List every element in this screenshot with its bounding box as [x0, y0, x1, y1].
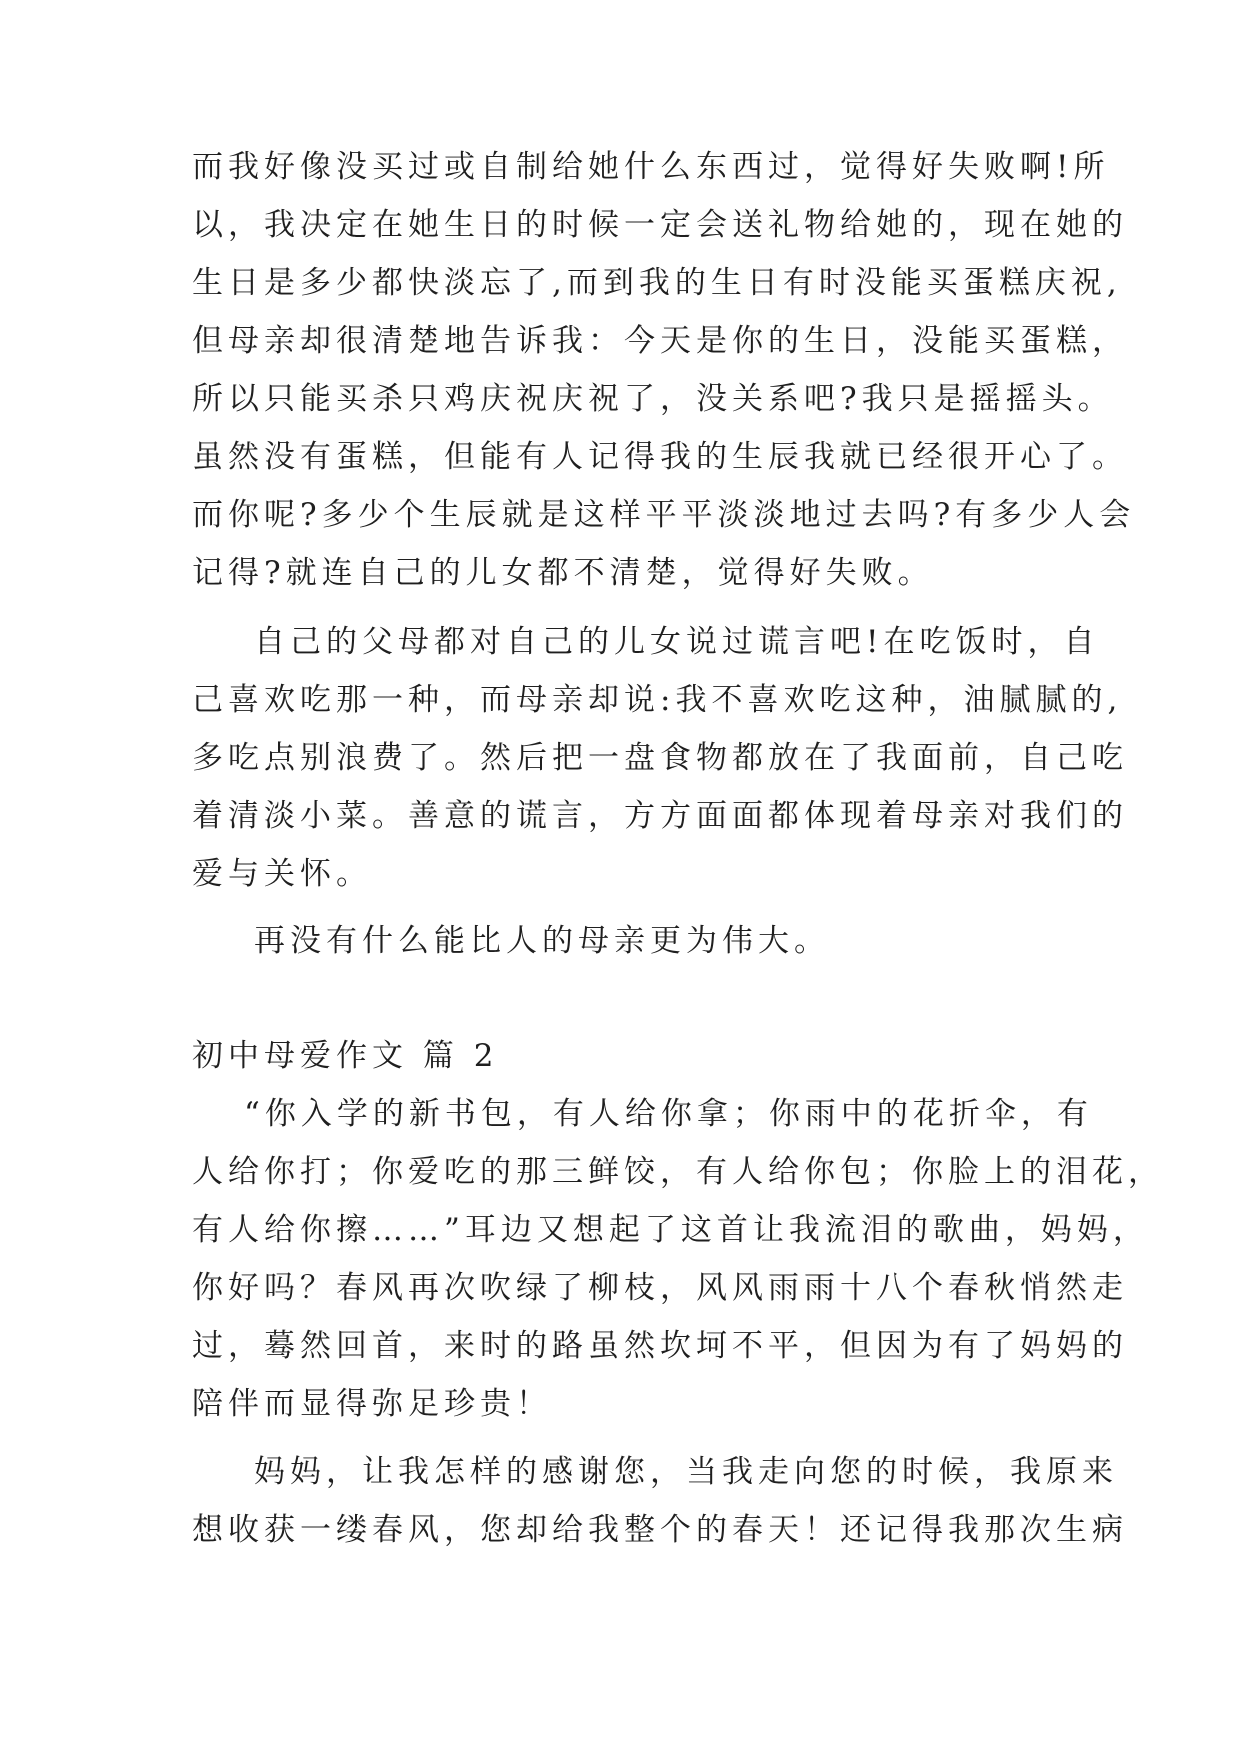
paragraph-line: 虽然没有蛋糕，但能有人记得我的生辰我就已经很开心了。 [192, 439, 1128, 475]
paragraph-line: 自己的父母都对自己的儿女说过谎言吧!在吃饭时，自 [254, 624, 1100, 660]
paragraph-line: 过，蓦然回首，来时的路虽然坎坷不平，但因为有了妈妈的 [192, 1328, 1128, 1364]
paragraph-line: 所以只能买杀只鸡庆祝庆祝了，没关系吧?我只是摇摇头。 [192, 381, 1114, 417]
paragraph-line: 记得?就连自己的儿女都不清楚，觉得好失败。 [192, 555, 934, 591]
paragraph-line: 有人给你擦……”耳边又想起了这首让我流泪的歌曲，妈妈， [192, 1212, 1149, 1248]
paragraph-line: 爱与关怀。 [192, 856, 372, 892]
paragraph-line: 想收获一缕春风，您却给我整个的春天！还记得我那次生病 [192, 1512, 1128, 1548]
paragraph-line: 而你呢?多少个生辰就是这样平平淡淡地过去吗?有多少人会 [192, 497, 1136, 533]
paragraph-line: 再没有什么能比人的母亲更为伟大。 [254, 923, 830, 959]
paragraph-line: 妈妈，让我怎样的感谢您，当我走向您的时候，我原来 [254, 1454, 1118, 1490]
paragraph-line: 人给你打；你爱吃的那三鲜饺，有人给你包；你脸上的泪花， [192, 1154, 1164, 1190]
section-heading: 初中母爱作文 篇 2 [192, 1038, 499, 1074]
paragraph-line: 以，我决定在她生日的时候一定会送礼物给她的，现在她的 [192, 207, 1128, 243]
paragraph-line: 陪伴而显得弥足珍贵！ [192, 1386, 552, 1422]
paragraph-line: 而我好像没买过或自制给她什么东西过，觉得好失败啊!所 [192, 149, 1110, 185]
paragraph-line: 你好吗？春风再次吹绿了柳枝，风风雨雨十八个春秋悄然走 [192, 1270, 1128, 1306]
paragraph-line: “你入学的新书包，有人给你拿；你雨中的花折伞，有 [244, 1096, 1093, 1132]
paragraph-line: 着清淡小菜。善意的谎言，方方面面都体现着母亲对我们的 [192, 798, 1128, 834]
paragraph-line: 多吃点别浪费了。然后把一盘食物都放在了我面前，自己吃 [192, 740, 1128, 776]
paragraph-line: 己喜欢吃那一种，而母亲却说:我不喜欢吃这种，油腻腻的, [192, 682, 1123, 718]
paragraph-line: 生日是多少都快淡忘了,而到我的生日有时没能买蛋糕庆祝, [192, 265, 1122, 301]
paragraph-line: 但母亲却很清楚地告诉我：今天是你的生日，没能买蛋糕， [192, 323, 1128, 359]
